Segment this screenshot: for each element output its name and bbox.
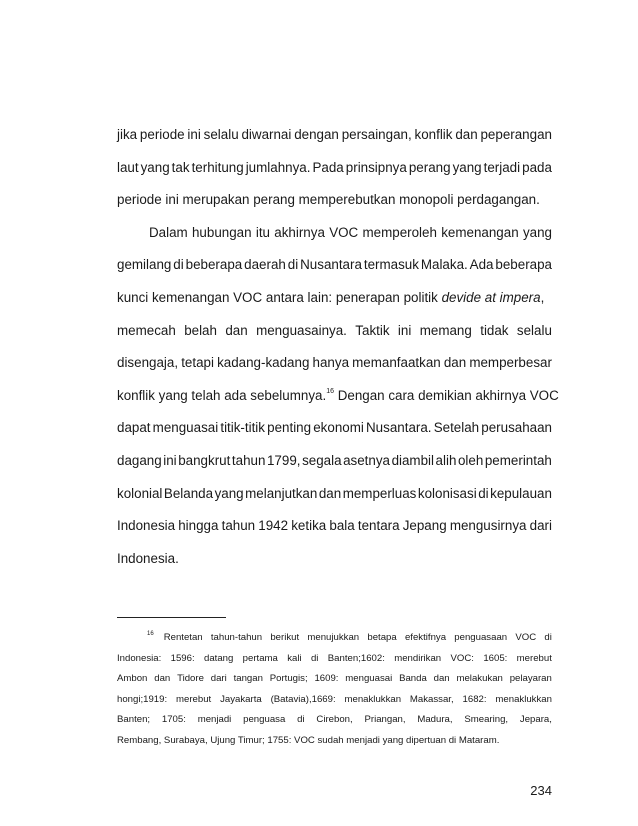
body-line: Indonesia hingga tahun 1942 ketika bala tentara Jepang mengusirnya dari	[117, 518, 552, 534]
body-line	[117, 380, 559, 413]
body-line: gemilang di beberapa daerah di Nusantara termasuk Malaka. Ada beberapa	[117, 257, 552, 273]
footnote-separator	[117, 617, 226, 618]
footnote-line: Indonesia: 1596: datang pertama kali di Banten;1602: mendirikan VOC: 1605: merebut	[117, 652, 552, 664]
body-line-text: kunci kemenangan VOC antara lain: penerapan politik	[117, 289, 438, 305]
footnote	[117, 628, 552, 751]
page-number: 234	[530, 783, 552, 798]
italic-term: devide at impera	[441, 289, 541, 305]
footnote-reference[interactable]: 16	[326, 387, 334, 395]
body-line: jika periode ini selalu diwarnai dengan persaingan, konflik dan peperangan	[117, 127, 552, 142]
body-line: Dalam hubungan itu akhirnya VOC memperoleh kemenangan yang	[149, 224, 552, 240]
footnote-line: Banten; 1705: menjadi penguasa di Cirebon, Priangan, Madura, Smearing, Jepara,	[117, 714, 552, 725]
body-line: laut yang tak terhitung jumlahnya. Pada prinsipnya perang yang terjadi pada	[117, 159, 552, 175]
body-line: Indonesia.	[117, 550, 179, 566]
footnote-line-text: Rentetan tahun-tahun berikut menujukkan betapa efektifnya penguasaan VOC di	[163, 632, 552, 643]
body-line-text: Dengan cara demikian akhirnya VOC	[333, 387, 559, 403]
footnote-line: Rembang, Surabaya, Ujung Timur; 1755: VOC sudah menjadi yang dipertuan di Mataram.	[117, 734, 500, 746]
body-line: disengaja, tetapi kadang-kadang hanya memanfaatkan dan memperbesar	[117, 355, 552, 371]
body-line: dagang ini bangkrut tahun 1799, segala asetnya diambil alih oleh pemerintah	[117, 452, 552, 468]
footnote-line: hongi;1919: merebut Jayakarta (Batavia),1669: menaklukkan Makassar, 1682: menaklukkan	[117, 693, 552, 705]
body-line: dapat menguasai titik-titik penting ekonomi Nusantara. Setelah perusahaan	[117, 420, 552, 436]
footnote-line: Ambon dan Tidore dari tangan Portugis; 1609: menguasai Banda dan melakukan pelayaran	[117, 673, 552, 684]
body-line: periode ini merupakan perang memperebutkan monopoli perdagangan.	[117, 192, 540, 208]
body-line-text: konflik yang telah ada sebelumnya.	[117, 387, 327, 403]
footnote-number: 16	[147, 631, 154, 637]
body-text	[117, 119, 559, 575]
body-line: kolonial Belanda yang melanjutkan dan memperluas kolonisasi di kepulauan	[117, 485, 552, 501]
body-line	[117, 282, 552, 315]
body-line-text: ,	[540, 289, 545, 305]
footnote-line	[117, 628, 552, 649]
body-line: memecah belah dan menguasainya. Taktik ini memang tidak selalu	[117, 322, 552, 338]
